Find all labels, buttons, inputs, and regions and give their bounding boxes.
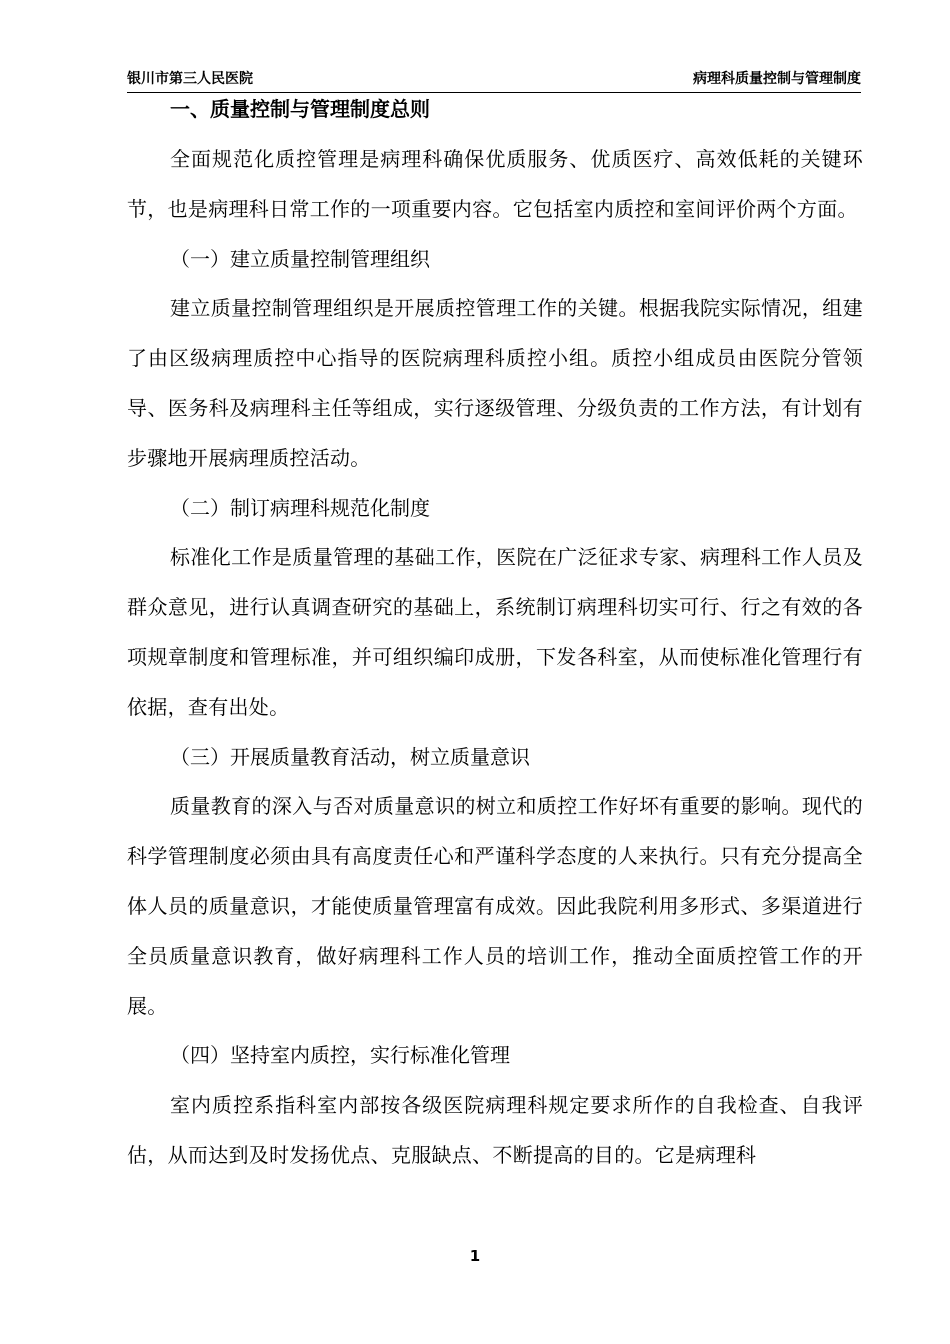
subsection-heading: （四）坚持室内质控，实行标准化管理	[170, 1043, 510, 1068]
paragraph: 全面规范化质控管理是病理科确保优质服务、优质医疗、高效低耗的关键环节，也是病理科日常工作的一项重要内容。它包括室内质控和室间评价两个方面。	[127, 147, 863, 221]
paragraph: 标准化工作是质量管理的基础工作，医院在广泛征求专家、病理科工作人员及群众意见，进行认真调查研究的基础上，系统制订病理科切实可行、行之有效的各项规章制度和管理标准，并可组织编印成册，下发各科室，从而使标准化管理行有依据，查有出处。	[127, 545, 863, 719]
header-hospital-name: 银川市第三人民医院	[127, 71, 253, 87]
subsection-heading: （一）建立质量控制管理组织	[170, 246, 430, 271]
paragraph: 室内质控系指科室内部按各级医院病理科规定要求所作的自我检查、自我评估，从而达到及时发扬优点、克服缺点、不断提高的目的。它是病理科	[127, 1093, 863, 1167]
document-body	[127, 94, 863, 1181]
paragraph: 质量教育的深入与否对质量意识的树立和质控工作好坏有重要的影响。现代的科学管理制度必须由具有高度责任心和严谨科学态度的人来执行。只有充分提高全体人员的质量意识，才能使质量管理富有成效。因此我院利用多形式、多渠道进行全员质量意识教育，做好病理科工作人员的培训工作，推动全面质控管工作的开展。	[127, 794, 863, 1018]
page-number: 1	[469, 1247, 481, 1265]
page-header	[127, 70, 861, 93]
section-title: 一、质量控制与管理制度总则	[170, 97, 430, 121]
header-document-title: 病理科质量控制与管理制度	[693, 71, 861, 87]
subsection-heading: （二）制订病理科规范化制度	[170, 495, 430, 520]
paragraph: 建立质量控制管理组织是开展质控管理工作的关键。根据我院实际情况，组建了由区级病理质控中心指导的医院病理科质控小组。质控小组成员由医院分管领导、医务科及病理科主任等组成，实行逐级管理、分级负责的工作方法，有计划有步骤地开展病理质控活动。	[127, 296, 863, 470]
subsection-heading: （三）开展质量教育活动，树立质量意识	[170, 744, 530, 769]
